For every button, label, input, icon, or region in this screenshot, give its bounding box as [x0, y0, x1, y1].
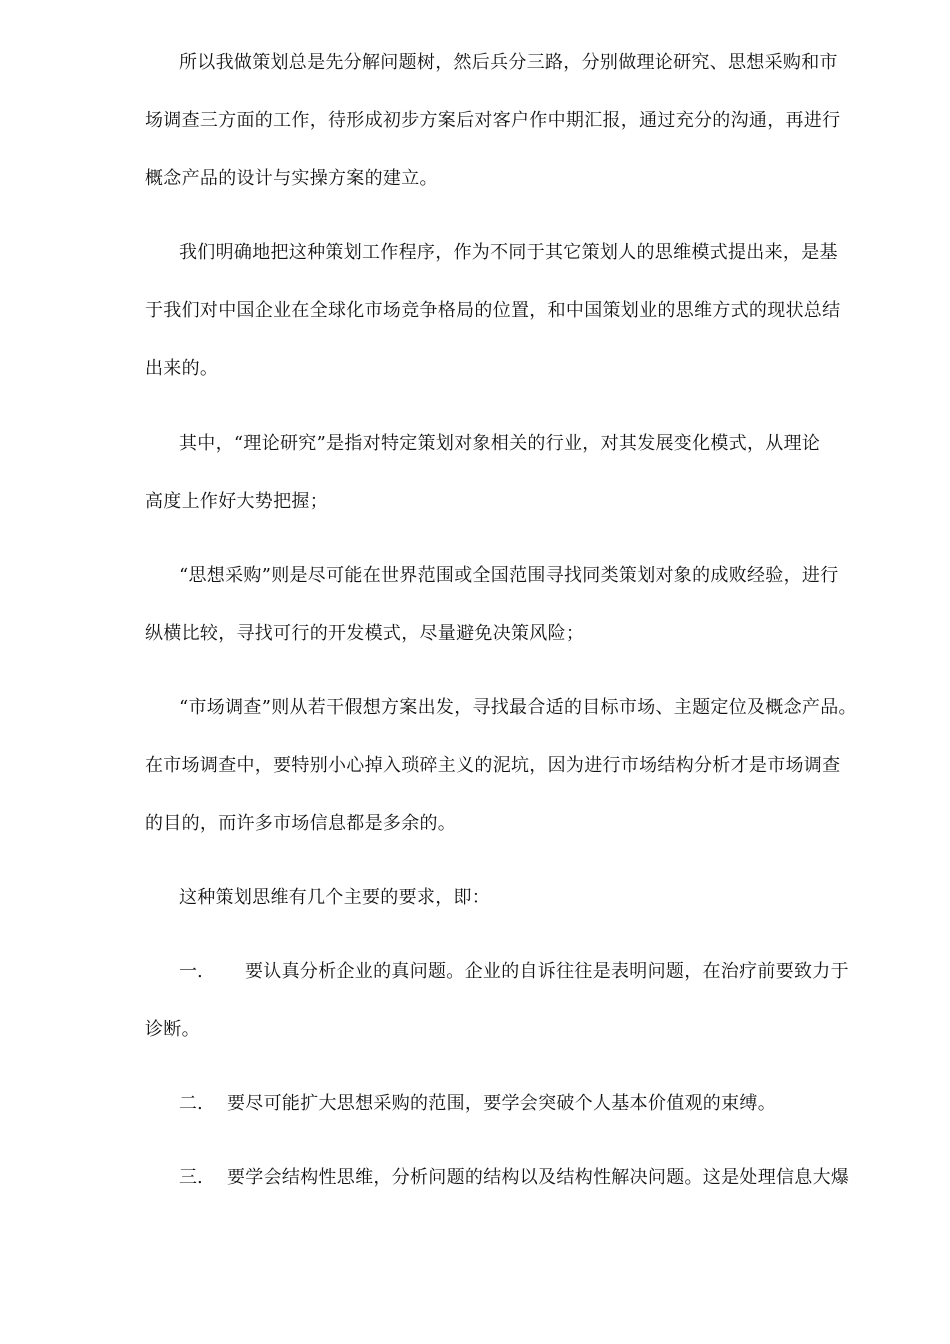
text-line: “市场调查”则从若干假想方案出发，寻找最合适的目标市场、主题定位及概念产品。 — [179, 697, 857, 718]
text-line: 我们明确地把这种策划工作程序，作为不同于其它策划人的思维模式提出来，是基 — [179, 242, 838, 263]
list-number: 三. — [179, 1167, 203, 1188]
text-line: 出来的。 — [145, 358, 219, 379]
text-line: 高度上作好大势把握； — [145, 491, 328, 512]
list-number: 一. — [179, 961, 203, 982]
text-line: 要学会结构性思维，分析问题的结构以及结构性解决问题。这是处理信息大爆 — [227, 1167, 850, 1188]
text-line: 要尽可能扩大思想采购的范围，要学会突破个人基本价值观的束缚。 — [227, 1093, 776, 1114]
text-line: 这种策划思维有几个主要的要求，即： — [179, 887, 491, 908]
text-line: 概念产品的设计与实操方案的建立。 — [145, 168, 438, 189]
text-line: 要认真分析企业的真问题。企业的自诉往往是表明问题，在治疗前要致力于 — [245, 961, 849, 982]
text-line: 的目的，而许多市场信息都是多余的。 — [145, 813, 457, 834]
text-line: 在市场调查中，要特别小心掉入琐碎主义的泥坑，因为进行市场结构分析才是市场调查 — [145, 755, 841, 776]
text-line: 所以我做策划总是先分解问题树，然后兵分三路，分别做理论研究、思想采购和市 — [179, 52, 838, 73]
text-line: 纵横比较，寻找可行的开发模式，尽量避免决策风险； — [145, 623, 585, 644]
text-line: 其中，“理论研究”是指对特定策划对象相关的行业，对其发展变化模式，从理论 — [179, 433, 821, 454]
text-line: 诊断。 — [145, 1019, 200, 1040]
text-line: “思想采购”则是尽可能在世界范围或全国范围寻找同类策划对象的成败经验，进行 — [179, 565, 839, 586]
text-line: 于我们对中国企业在全球化市场竞争格局的位置，和中国策划业的思维方式的现状总结 — [145, 300, 841, 321]
text-line: 场调查三方面的工作，待形成初步方案后对客户作中期汇报，通过充分的沟通，再进行 — [145, 110, 841, 131]
list-number: 二. — [179, 1093, 203, 1114]
